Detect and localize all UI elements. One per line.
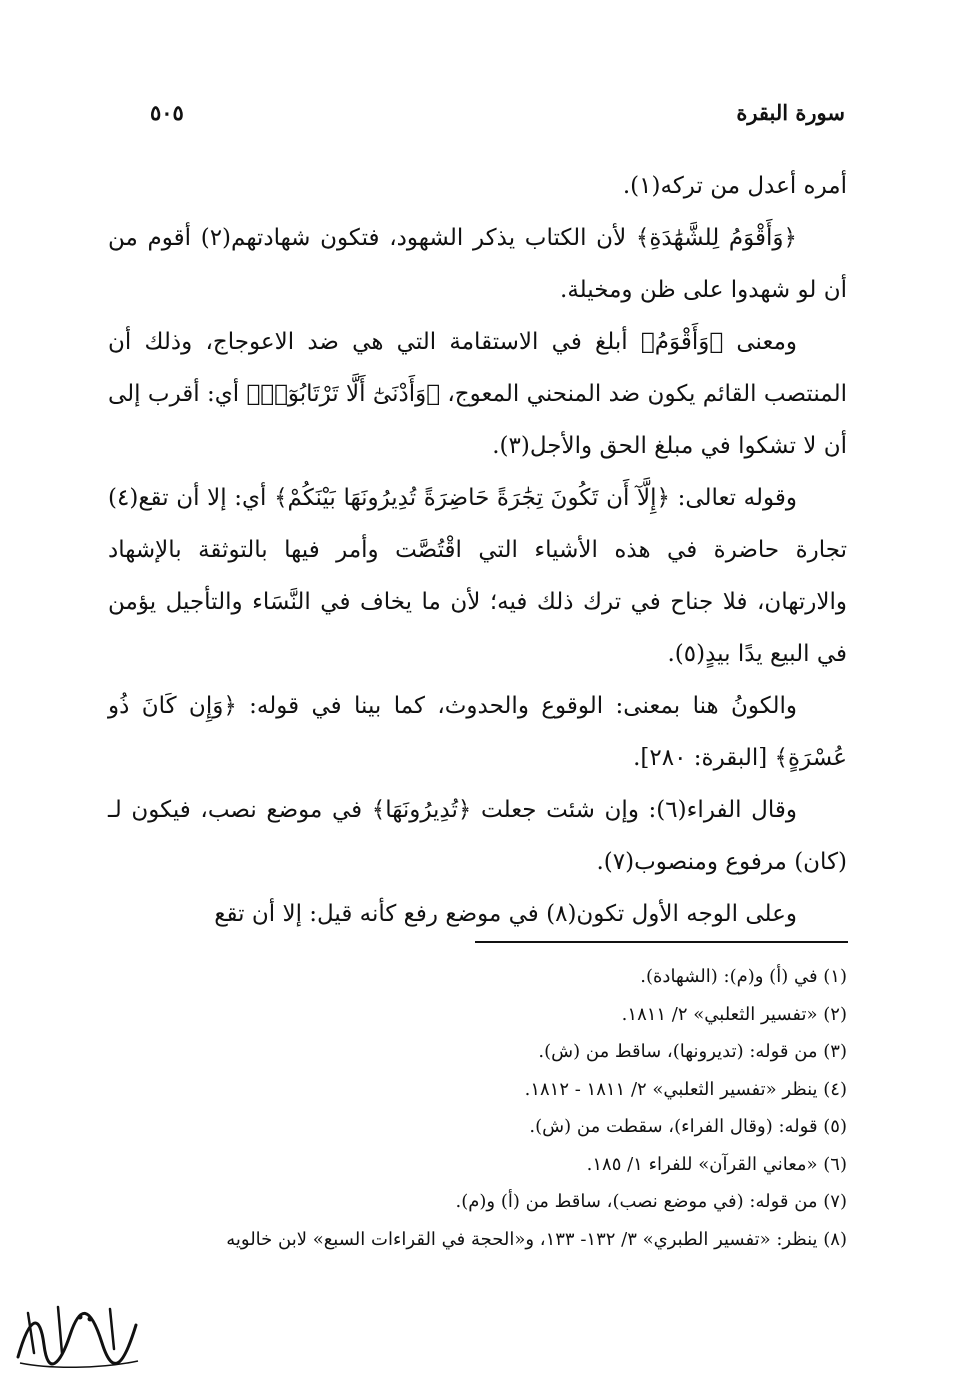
paragraph: وقوله تعالى: ﴿إِلَّآ أَن تَكُونَ تِجَٰرَةً حَاضِرَةً تُدِيرُونَهَا بَيْنَكُمْ﴾ أي: إلا أن تقع(٤) تجارة حاضرة في هذه الأشياء التي اقْتُصَّت وأمر فيها بالتوثقة بالإشهاد والارتهان، فلا جناح في ترك ذلك فيه؛ لأن ما يخاف في النَّسَاء والتأجيل يؤمن في البيع يدًا بيدٍ(٥). <box>108 485 847 667</box>
paragraph: وقال الفراء(٦): وإن شئت جعلت ﴿تُدِيرُونَهَا﴾ في موضع نصب، فيكون لـ (كان) مرفوع ومنصوب(٧). <box>108 797 847 875</box>
paragraph: ومعنى ﴿وَأَقْوَمُ﴾ أبلغ في الاستقامة التي هي ضد الاعوجاج، وذلك أن المنتصب القائم يكون ضد المنحني المعوج، ﴿وَأَدْنَىٰٓ أَلَّا تَرْتَابُوٓا۟﴾ أي: أقرب إلى أن لا تشكوا في مبلغ الحق والأجل(٣). <box>108 329 847 459</box>
publisher-stamp-logo <box>10 1295 145 1370</box>
footnotes <box>108 958 847 1258</box>
paragraph: وعلى الوجه الأول تكون(٨) في موضع رفع كأنه قيل: إلا أن تقع <box>214 901 797 927</box>
footnote: (٤) ينظر «تفسير الثعلبي» ٢/ ١٨١١ - ١٨١٢. <box>524 1078 847 1100</box>
footnote: (٨) ينظر: «تفسير الطبري» ٣/ ١٣٢- ١٣٣، و«الحجة في القراءات السبع» لابن خالويه <box>226 1228 847 1250</box>
footnote: (٧) من قوله: (في موضع نصب)، ساقط من (أ) و(م). <box>455 1191 847 1212</box>
footnote: (٥) قوله: (وقال الفراء)، سقطت من (ش). <box>529 1116 847 1137</box>
page-number: ٥٠٥ <box>150 100 184 125</box>
footnote: (٣) من قوله: (تديرونها)، ساقط من (ش). <box>538 1041 847 1062</box>
footnote-divider <box>475 941 848 943</box>
paragraph: أمره أعدل من تركه(١). <box>622 173 847 199</box>
footnote: (٢) «تفسير الثعلبي» ٢/ ١٨١١. <box>621 1003 847 1025</box>
paragraph: والكونُ هنا بمعنى: الوقوع والحدوث، كما بينا في قوله: ﴿وَإِن كَانَ ذُو عُسْرَةٍ﴾ [البقرة: ٢٨٠]. <box>108 693 847 771</box>
page-header <box>150 90 845 130</box>
surah-title: سورة البقرة <box>736 100 845 125</box>
footnote: (١) في (أ) و(م): (الشهادة). <box>640 966 847 987</box>
footnote: (٦) «معاني القرآن» للفراء ١/ ١٨٥. <box>586 1153 847 1175</box>
main-text <box>108 160 847 940</box>
paragraph: ﴿وَأَقْوَمُ لِلشَّهَٰدَةِ﴾ لأن الكتاب يذكر الشهود، فتكون شهادتهم(٢) أقوم من أن لو شهدوا على ظن ومخيلة. <box>108 225 847 303</box>
